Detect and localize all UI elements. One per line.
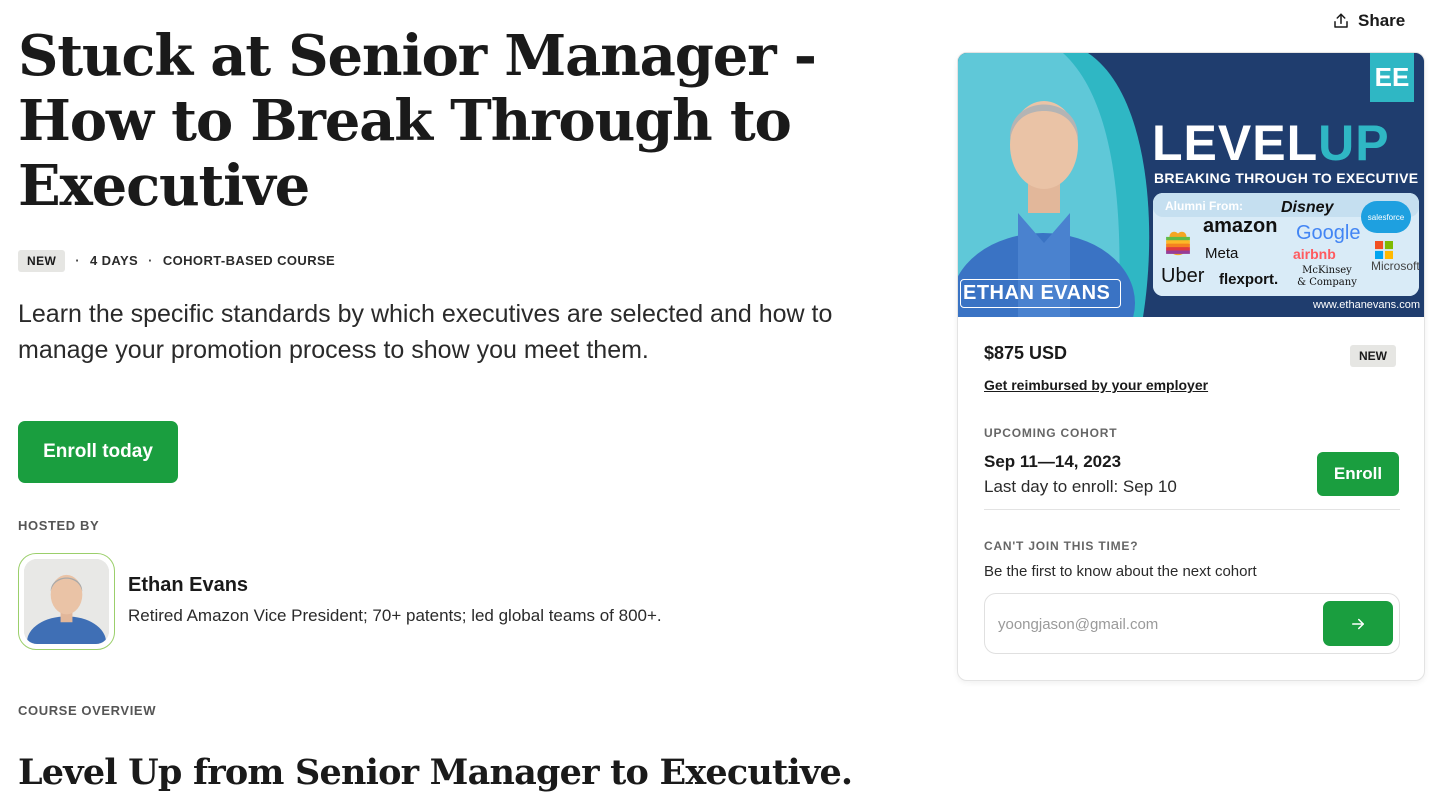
host-photo [24, 559, 109, 644]
separator-dot: · [148, 253, 153, 268]
cohort-deadline: Last day to enroll: Sep 10 [984, 477, 1177, 496]
enroll-today-button[interactable]: Enroll today [18, 421, 178, 483]
salesforce-logo: salesforce [1361, 201, 1411, 233]
banner-url: www.ethanevans.com [1313, 299, 1420, 311]
enroll-button[interactable]: Enroll [1317, 452, 1399, 496]
banner-host-name: ETHAN EVANS [960, 279, 1121, 308]
meta-logo: Meta [1205, 245, 1239, 262]
course-subtitle: Learn the specific standards by which executives are selected and how to manage your promotion process to show you meet them. [18, 300, 833, 364]
banner-title-main: LEVEL [1152, 115, 1319, 171]
email-input[interactable] [998, 612, 1308, 636]
course-overview-label: COURSE OVERVIEW [18, 703, 157, 718]
amazon-logo: amazon [1203, 215, 1278, 237]
hosted-by-label: HOSTED BY [18, 518, 100, 533]
course-duration: 4 DAYS [89, 253, 139, 268]
course-title: Stuck at Senior Manager - How to Break Through to Executive [18, 23, 816, 219]
banner-title-accent: UP [1318, 115, 1390, 171]
new-badge: NEW [18, 250, 65, 272]
course-banner [958, 53, 1425, 317]
separator-dot: · [75, 253, 80, 268]
arrow-right-icon [1349, 615, 1367, 633]
flexport-logo: flexport. [1219, 271, 1279, 288]
enrollment-card [957, 52, 1425, 681]
course-format: COHORT-BASED COURSE [162, 253, 336, 268]
share-button[interactable] [1332, 8, 1405, 34]
banner-title [1152, 115, 1390, 171]
reimburse-link[interactable]: Get reimbursed by your employer [984, 377, 1209, 393]
notify-text: Be the first to know about the next cohort [984, 563, 1257, 580]
google-logo: Google [1296, 222, 1361, 244]
overview-heading: Level Up from Senior Manager to Executive. [18, 752, 853, 793]
email-submit-button[interactable] [1323, 601, 1393, 646]
cohort-dates: Sep 11—14, 2023 [984, 452, 1122, 471]
disney-logo: Disney [1281, 199, 1334, 216]
upcoming-cohort-label: UPCOMING COHORT [984, 426, 1118, 440]
alumni-box [1153, 193, 1419, 296]
microsoft-grid-icon [1375, 241, 1393, 259]
host-bio: Retired Amazon Vice President; 70+ patents; led global teams of 800+. [128, 606, 662, 625]
uber-logo: Uber [1161, 265, 1205, 287]
airbnb-logo: airbnb [1293, 246, 1336, 262]
microsoft-logo: Microsoft [1371, 259, 1420, 273]
ee-logo: EE [1370, 53, 1414, 102]
card-divider [984, 509, 1400, 510]
mckinsey-logo: McKinsey & Company [1297, 265, 1357, 288]
alumni-title: Alumni From: [1165, 199, 1243, 213]
host-avatar[interactable] [18, 553, 115, 650]
share-label: Share [1358, 11, 1406, 30]
card-new-badge: NEW [1350, 345, 1396, 367]
cant-join-label: CAN'T JOIN THIS TIME? [984, 539, 1139, 553]
email-form [984, 593, 1400, 654]
apple-logo-icon [1161, 225, 1195, 259]
banner-subtitle: BREAKING THROUGH TO EXECUTIVE [1154, 170, 1419, 186]
course-meta [18, 249, 335, 272]
share-icon [1332, 12, 1350, 30]
course-price: $875 USD [984, 343, 1068, 363]
host-name: Ethan Evans [128, 574, 249, 596]
